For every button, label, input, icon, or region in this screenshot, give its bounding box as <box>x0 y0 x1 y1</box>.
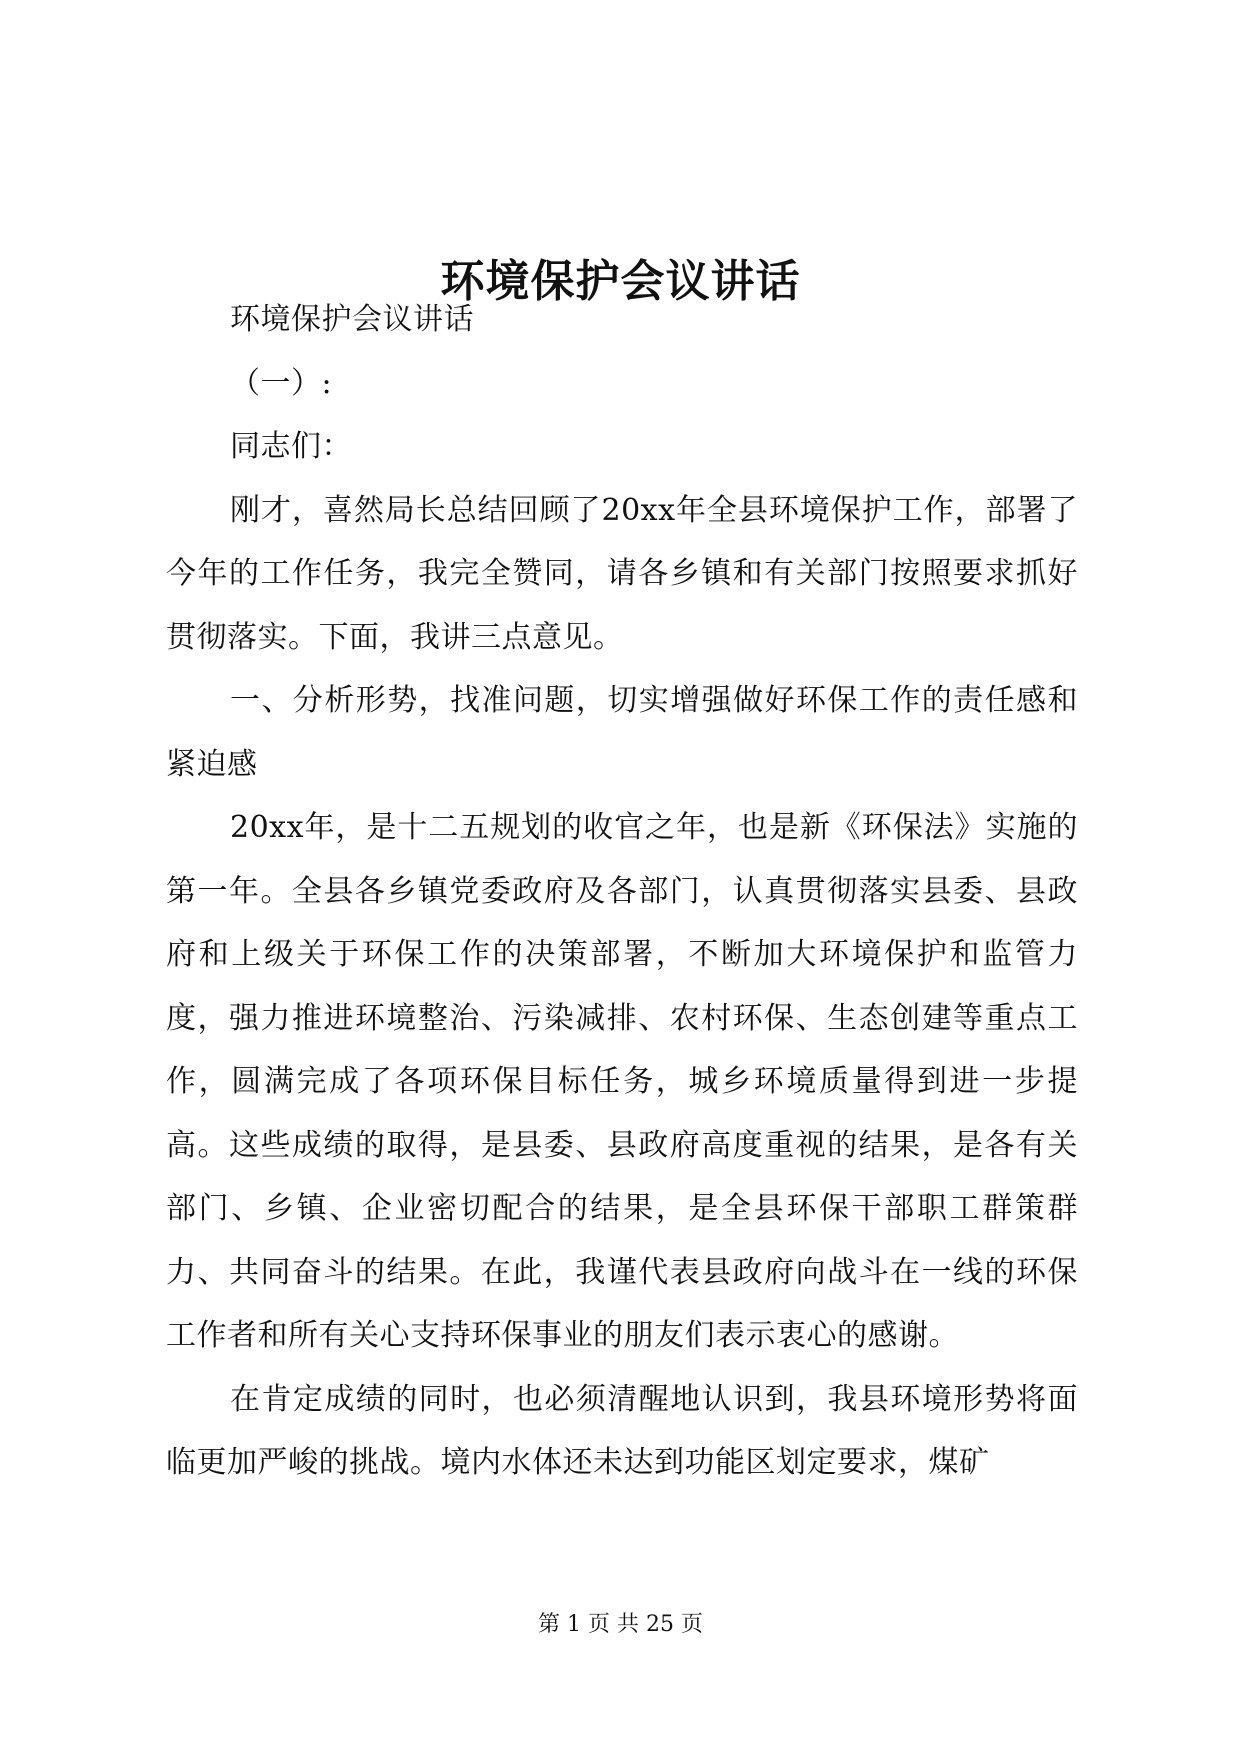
paragraph-subtitle: 环境保护会议讲话 <box>230 302 474 337</box>
document-title: 环境保护会议讲话 <box>440 256 801 308</box>
paragraph-salutation: 同志们： <box>230 429 352 464</box>
paragraph-achievements: 20xx年，是十二五规划的收官之年，也是新《环保法》实施的第一年。全县各乡镇党委政府及各部门，认真贯彻落实县委、县政府和上级关于环保工作的决策部署，不断加大环境保护和监管力度，强力推进环境整治、污染减排、农村环保、生态创建等重点工作，圆满完成了各项环保目标任务，城乡环境质量得到进一步提高。这些成绩的取得，是县委、县政府高度重视的结果，是各有关部门、乡镇、企业密切配合的结果，是全县环保干部职工群策群力、共同奋斗的结果。在此，我谨代表县政府向战斗在一线的环保工作者和所有关心支持环保事业的朋友们表示衷心的感谢。 <box>166 810 1078 1353</box>
page-footer: 第 1 页 共 25 页 <box>538 1612 703 1637</box>
paragraph-section-number: （一）: <box>230 365 333 401</box>
paragraph-heading-one: 一、分析形势，找准问题，切实增强做好环保工作的责任感和紧迫感 <box>166 683 1078 782</box>
paragraph-opening: 刚才，喜然局长总结回顾了20xx年全县环境保护工作，部署了今年的工作任务，我完全赞同，请各乡镇和有关部门按照要求抓好贯彻落实。下面，我讲三点意见。 <box>166 492 1078 655</box>
document-body <box>166 288 1078 1495</box>
paragraph-challenges: 在肯定成绩的同时，也必须清醒地认识到，我县环境形势将面临更加严峻的挑战。境内水体还未达到功能区划定要求，煤矿 <box>166 1381 1078 1480</box>
